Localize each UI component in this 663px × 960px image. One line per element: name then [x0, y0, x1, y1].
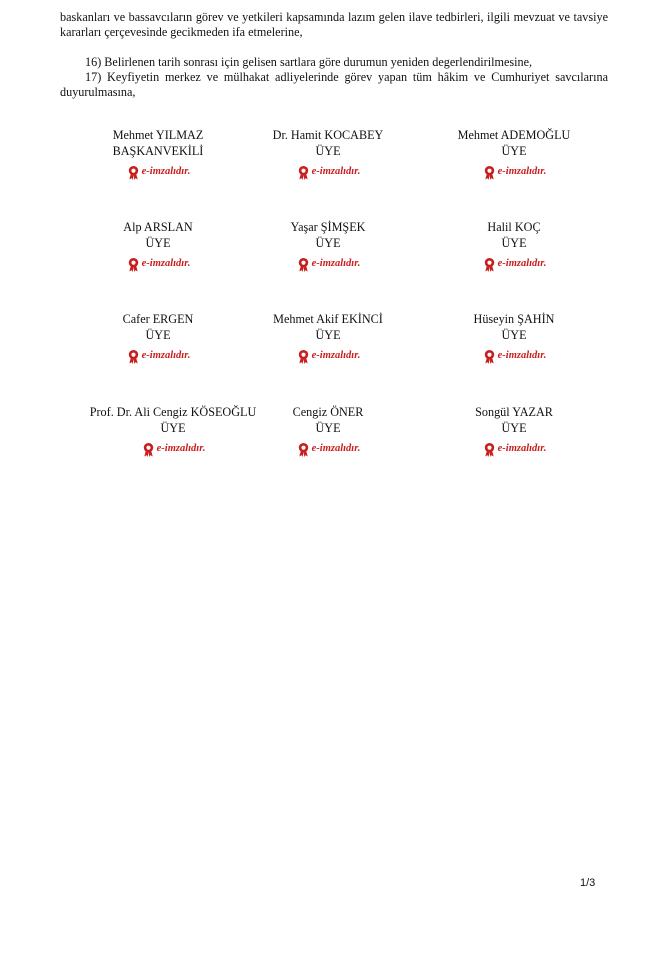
signatory-title: ÜYE	[315, 421, 341, 435]
signatory-title: ÜYE	[501, 328, 527, 342]
rosette-seal-icon	[296, 257, 311, 272]
page-number: 1/3	[580, 877, 596, 889]
signature-block	[233, 311, 423, 368]
signature-block	[63, 127, 253, 184]
e-signature-stamp	[296, 164, 361, 180]
signatory-name: Cengiz ÖNER	[292, 405, 364, 419]
e-signature-stamp	[126, 164, 191, 180]
signatory-name: Alp ARSLAN	[123, 220, 193, 234]
signatory-name: Mehmet ADEMOĞLU	[457, 128, 571, 142]
e-signature-stamp	[296, 348, 361, 364]
signatory-name: Halil KOÇ	[487, 220, 541, 234]
signatory-title: ÜYE	[501, 421, 527, 435]
e-signature-label: e-imzalıdır.	[141, 258, 191, 269]
e-signature-stamp	[296, 441, 361, 457]
e-signature-stamp	[126, 348, 191, 364]
e-signature-label: e-imzalıdır.	[311, 166, 361, 177]
rosette-seal-icon	[141, 442, 156, 457]
rosette-seal-icon	[482, 257, 497, 272]
e-signature-stamp	[482, 441, 547, 457]
rosette-seal-icon	[296, 442, 311, 457]
e-signature-label: e-imzalıdır.	[497, 350, 547, 361]
signature-block	[419, 219, 609, 276]
signatory-name: Mehmet YILMAZ	[112, 128, 204, 142]
rosette-seal-icon	[482, 442, 497, 457]
rosette-seal-icon	[126, 165, 141, 180]
rosette-seal-icon	[482, 165, 497, 180]
rosette-seal-icon	[126, 349, 141, 364]
paragraph-item-16: 16) Belirlenen tarih sonrası için gelisen sartlara göre durumun yeniden degerlendirilmesine,	[85, 55, 533, 69]
e-signature-stamp	[141, 441, 206, 457]
e-signature-stamp	[482, 348, 547, 364]
signatory-title: ÜYE	[501, 236, 527, 250]
rosette-seal-icon	[126, 257, 141, 272]
signature-block	[419, 311, 609, 368]
signatory-title: ÜYE	[145, 236, 171, 250]
rosette-seal-icon	[482, 349, 497, 364]
signatory-title: ÜYE	[160, 421, 186, 435]
signatory-name: Songül YAZAR	[475, 405, 553, 419]
signatory-title: ÜYE	[315, 328, 341, 342]
paragraph-continuation: baskanları ve bassavcıların görev ve yetkileri kapsamında lazım gelen ilave tedbirleri, ilgili mevzuat ve tavsiye kararları çerçevesinde gecikmeden ifa etmelerine,	[60, 10, 608, 39]
rosette-seal-icon	[296, 349, 311, 364]
signatory-title: ÜYE	[501, 144, 527, 158]
signature-block	[63, 219, 253, 276]
signatory-name: Cafer ERGEN	[122, 312, 194, 326]
e-signature-label: e-imzalıdır.	[156, 443, 206, 454]
signatory-name: Hüseyin ŞAHİN	[473, 312, 555, 326]
signature-block	[419, 404, 609, 461]
signature-block	[419, 127, 609, 184]
e-signature-label: e-imzalıdır.	[311, 350, 361, 361]
signatory-title: ÜYE	[145, 328, 171, 342]
signatory-name: Mehmet Akif EKİNCİ	[273, 312, 383, 326]
e-signature-stamp	[482, 164, 547, 180]
e-signature-label: e-imzalıdır.	[311, 443, 361, 454]
signatory-title: ÜYE	[315, 144, 341, 158]
e-signature-stamp	[482, 256, 547, 272]
paragraph-item-17: 17) Keyfiyetin merkez ve mülhakat adliyelerinde görev yapan tüm hâkim ve Cumhuriyet savcılarına duyurulmasına,	[60, 70, 608, 99]
signature-block	[233, 404, 423, 461]
e-signature-label: e-imzalıdır.	[141, 350, 191, 361]
signatory-name: Dr. Hamit KOCABEY	[272, 128, 384, 142]
e-signature-stamp	[296, 256, 361, 272]
signatory-title: ÜYE	[315, 236, 341, 250]
e-signature-label: e-imzalıdır.	[311, 258, 361, 269]
signatory-title: BAŞKANVEKİLİ	[112, 144, 204, 158]
rosette-seal-icon	[296, 165, 311, 180]
signature-block	[63, 311, 253, 368]
signature-block	[233, 127, 423, 184]
e-signature-label: e-imzalıdır.	[497, 166, 547, 177]
e-signature-stamp	[126, 256, 191, 272]
e-signature-label: e-imzalıdır.	[497, 443, 547, 454]
e-signature-label: e-imzalıdır.	[141, 166, 191, 177]
signatory-name: Yaşar ŞİMŞEK	[290, 220, 366, 234]
signature-block	[233, 219, 423, 276]
signatory-name: Prof. Dr. Ali Cengiz KÖSEOĞLU	[89, 405, 257, 419]
e-signature-label: e-imzalıdır.	[497, 258, 547, 269]
